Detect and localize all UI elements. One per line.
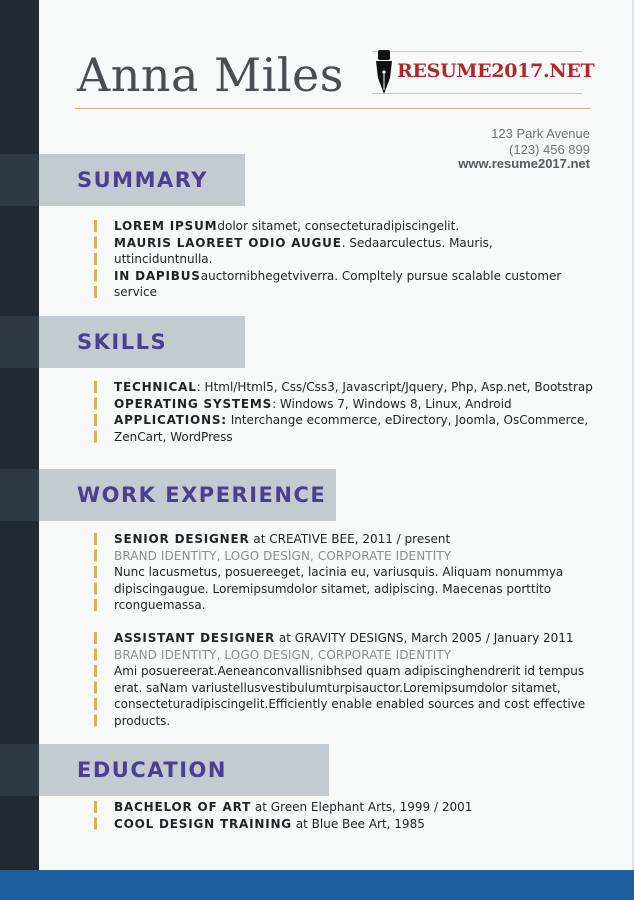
job-heading: SENIOR DESIGNER at CREATIVE BEE, 2011 / present — [114, 532, 451, 546]
accent-bar — [94, 801, 97, 830]
skills-list — [94, 379, 594, 445]
summary-item: MAURIS LAOREET ODIO AUGUE. Sedaarculectus. Mauris, uttinciduntnulla. — [114, 235, 493, 266]
footer-bar — [0, 870, 634, 900]
skills-item: APPLICATIONS: Interchange ecommerce, eDirectory, Joomla, OsCommerce, ZenCart, WordPress — [114, 413, 589, 444]
job-description: Nunc lacusmetus, posuereeget, lacinia eu, variusquis. Aliquam nonummya dipiscingaugue. Loremipsumdolor sitamet, adipiscing. Maecenas porttito rconguemassa. — [114, 565, 564, 612]
section-title: SUMMARY — [77, 168, 208, 192]
candidate-name: Anna Miles — [77, 48, 344, 102]
logo-top-line — [372, 51, 582, 52]
fountain-pen-icon — [372, 48, 396, 98]
skills-item: OPERATING SYSTEMS: Windows 7, Windows 8, Linux, Android — [114, 396, 512, 411]
section-title: EDUCATION — [77, 758, 227, 782]
contact-address: 123 Park Avenue — [491, 126, 590, 141]
job-entry — [94, 630, 594, 729]
accent-bar — [94, 533, 97, 612]
section-title: WORK EXPERIENCE — [77, 483, 327, 507]
summary-item: IN DAPIBUSauctornibhegetviverra. Compltely pursue scalable customer service — [114, 268, 562, 299]
logo-text: RESUME2017.NET — [397, 60, 595, 82]
section-title: SKILLS — [77, 330, 168, 354]
contact-website-link[interactable]: www.resume2017.net — [458, 156, 590, 171]
job-tags: BRAND IDENTITY, LOGO DESIGN, CORPORATE IDENTITY — [114, 647, 452, 662]
job-heading: ASSISTANT DESIGNER at GRAVITY DESIGNS, March 2005 / January 2011 — [114, 631, 574, 645]
education-item: COOL DESIGN TRAINING at Blue Bee Art, 1985 — [114, 816, 425, 831]
skills-item: TECHNICAL: Html/Html5, Css/Css3, Javascript/Jquery, Php, Asp.net, Bootstrap — [114, 380, 593, 394]
summary-list — [94, 218, 594, 301]
job-entry — [94, 531, 594, 614]
contact-phone: (123) 456 899 — [509, 142, 590, 157]
logo[interactable] — [372, 48, 595, 98]
accent-bar — [94, 632, 97, 727]
job-description: Ami posuereerat.Aeneanconvallisnibhsed quam adipiscinghendrerit id tempus erat. saNam variustellusvestibulumturpisauctor.Loremipsumdolor sitamet, consecteturadipiscingelit.Efficiently enable enabled sources and cost effective products. — [114, 664, 586, 728]
logo-bottom-line — [372, 93, 582, 94]
education-item: BACHELOR OF ART at Green Elephant Arts, 1999 / 2001 — [114, 800, 473, 814]
left-sidebar-bar — [0, 0, 39, 870]
summary-item: LOREM IPSUMdolor sitamet, consecteturadipiscingelit. — [114, 219, 460, 233]
accent-bar — [94, 381, 97, 443]
education-list — [94, 799, 594, 832]
header-divider — [75, 108, 591, 109]
accent-bar — [94, 220, 97, 299]
job-tags: BRAND IDENTITY, LOGO DESIGN, CORPORATE IDENTITY — [114, 548, 452, 563]
